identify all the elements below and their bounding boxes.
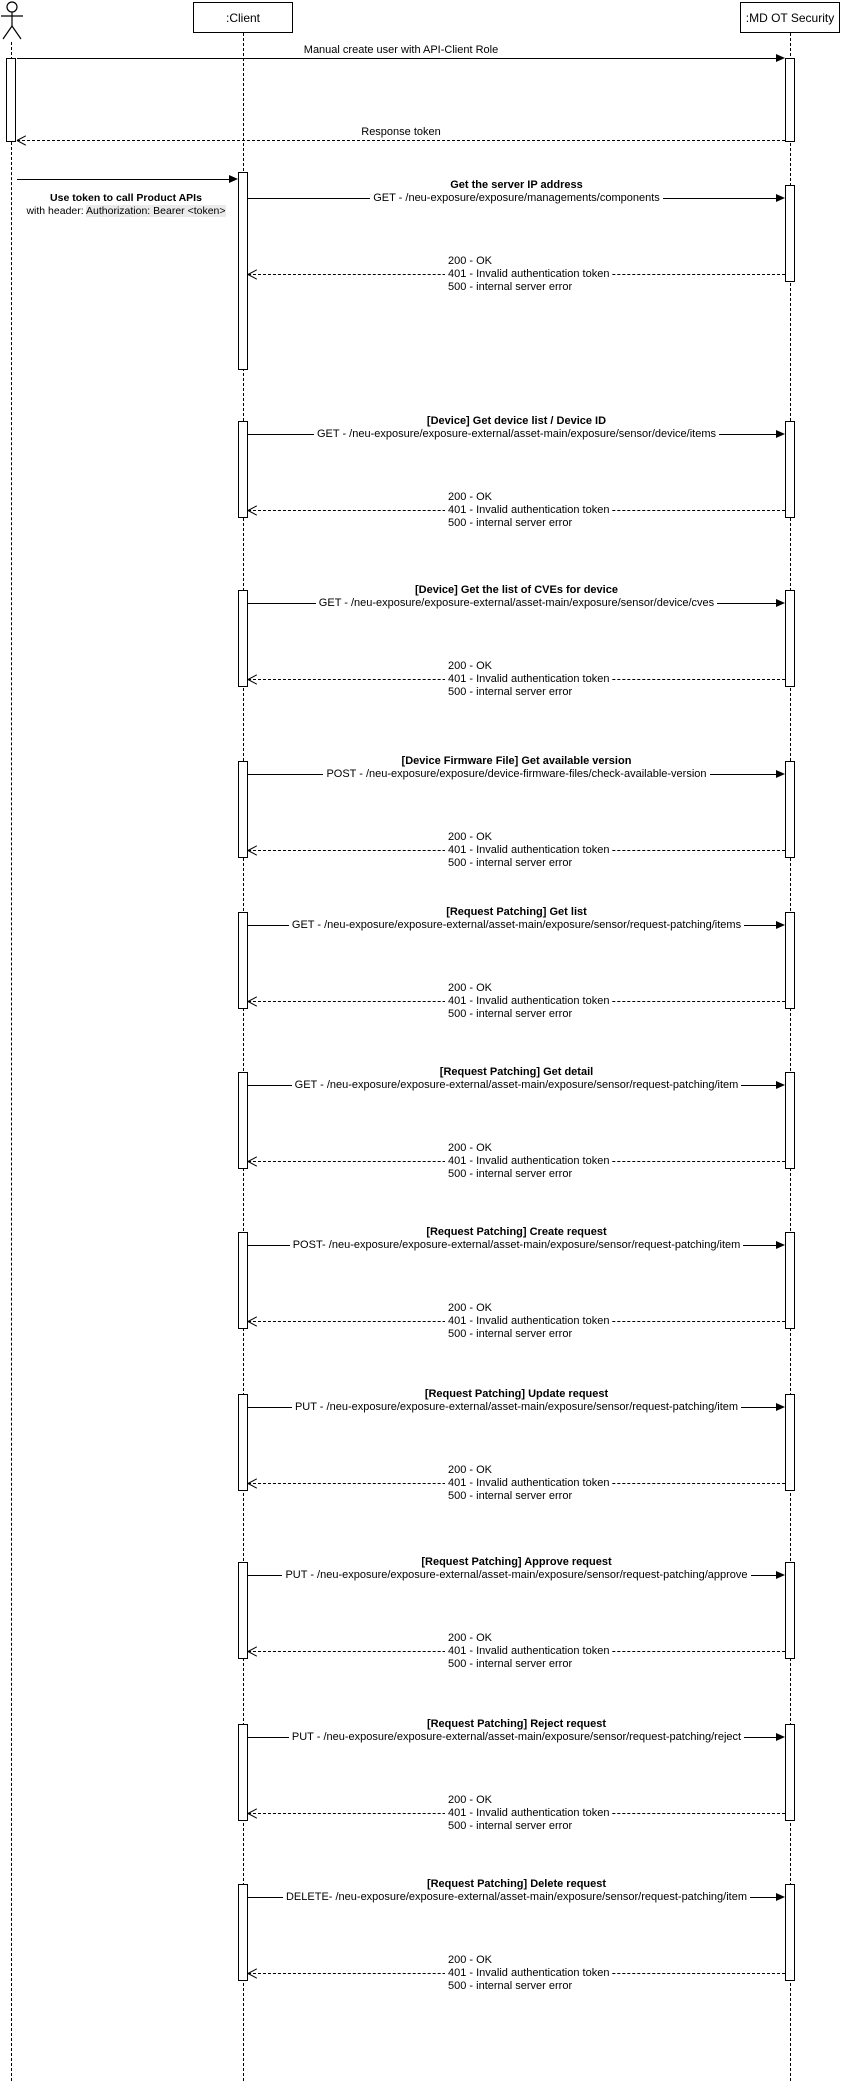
request-path [250, 768, 783, 781]
request-path-text: POST- /neu-exposure/exposure-external/asset-main/exposure/sensor/request-patching/item [290, 1239, 744, 1251]
request-path [250, 1731, 783, 1744]
response-code-line-text: 500 - internal server error [445, 1168, 575, 1180]
response-code-line [445, 1632, 705, 1645]
activation-bar-security [785, 590, 795, 687]
activation-bar-security [785, 185, 795, 282]
request-title-text: [Request Patching] Create request [423, 1226, 609, 1238]
response-code-line-text: 500 - internal server error [445, 1490, 575, 1502]
response-code-line-text: 200 - OK [445, 255, 495, 267]
request-title-text: [Request Patching] Delete request [424, 1878, 609, 1890]
request-title [250, 415, 783, 428]
message-arrowhead-icon [229, 175, 238, 183]
response-code-line [445, 1477, 705, 1490]
request-title-text: [Request Patching] Get list [443, 906, 590, 918]
request-path [250, 192, 783, 205]
response-code-line [445, 831, 705, 844]
response-code-line [445, 844, 705, 857]
lifeline-label-security: :MD OT Security [745, 10, 835, 25]
response-code-line-text: 200 - OK [445, 491, 495, 503]
request-title [250, 179, 783, 192]
response-code-line [445, 1794, 705, 1807]
response-code-line-text: 200 - OK [445, 1954, 495, 1966]
return-arrowhead-icon [248, 674, 258, 684]
return-arrowhead-icon [248, 1478, 258, 1488]
request-path-text: DELETE- /neu-exposure/exposure-external/asset-main/exposure/sensor/request-patching/item [283, 1891, 750, 1903]
return-arrowhead-icon [248, 845, 258, 855]
response-code-line [445, 1954, 705, 1967]
response-code-line [445, 491, 705, 504]
response-code-line-text: 500 - internal server error [445, 1980, 575, 1992]
response-code-line-text: 200 - OK [445, 1632, 495, 1644]
response-code-line [445, 1302, 705, 1315]
activation-bar-actor [6, 58, 16, 142]
response-code-line-text: 401 - Invalid authentication token [445, 1477, 612, 1489]
response-code-line-text: 401 - Invalid authentication token [445, 844, 612, 856]
return-arrowhead-icon [248, 1968, 258, 1978]
response-code-line-text: 500 - internal server error [445, 281, 575, 293]
use-token-note-prefix: with header: [26, 205, 87, 217]
response-code-line [445, 857, 705, 870]
activation-bar-client [238, 1394, 248, 1491]
use-token-note-code: Authorization: Bearer <token> [86, 205, 226, 217]
activation-bar-security [785, 1232, 795, 1329]
activation-bar-client [238, 1884, 248, 1981]
response-code-line-text: 401 - Invalid authentication token [445, 1315, 612, 1327]
use-token-note-title: Use token to call Product APIs [50, 192, 202, 204]
message-create-user-text: Manual create user with API-Client Role [303, 44, 499, 56]
response-code-line-text: 401 - Invalid authentication token [445, 1155, 612, 1167]
response-code-line-text: 500 - internal server error [445, 1658, 575, 1670]
request-path-text: GET - /neu-exposure/exposure-external/asset-main/exposure/sensor/device/cves [316, 597, 717, 609]
response-code-line [445, 517, 705, 530]
response-code-line [445, 268, 705, 281]
return-arrowhead-icon [248, 996, 258, 1006]
response-code-line [445, 1645, 705, 1658]
response-code-line-text: 401 - Invalid authentication token [445, 673, 612, 685]
response-code-line-text: 401 - Invalid authentication token [445, 1645, 612, 1657]
request-title-text: [Request Patching] Update request [422, 1388, 611, 1400]
response-code-line [445, 281, 705, 294]
request-title-text: [Request Patching] Get detail [437, 1066, 596, 1078]
activation-bar-client [238, 761, 248, 858]
response-code-line-text: 500 - internal server error [445, 1328, 575, 1340]
lifeline-actor [11, 42, 12, 2081]
request-title [250, 1556, 783, 1569]
response-code-line [445, 1464, 705, 1477]
activation-bar-client [238, 421, 248, 518]
request-title [250, 1226, 783, 1239]
response-code-line-text: 500 - internal server error [445, 1008, 575, 1020]
activation-bar-security [785, 1562, 795, 1659]
response-code-line [445, 1168, 705, 1181]
response-code-line [445, 255, 705, 268]
message-create-user-label [20, 44, 782, 57]
response-code-line [445, 1807, 705, 1820]
request-path-text: GET - /neu-exposure/exposure/managements/components [370, 192, 663, 204]
return-arrowhead-icon [248, 1316, 258, 1326]
activation-bar-client [238, 590, 248, 687]
lifeline-head-client [193, 2, 293, 33]
request-path [250, 1401, 783, 1414]
activation-bar-client [238, 1232, 248, 1329]
response-code-line [445, 1490, 705, 1503]
request-title-text: [Request Patching] Reject request [424, 1718, 609, 1730]
activation-bar-client [238, 912, 248, 1009]
response-code-line [445, 660, 705, 673]
request-path-text: GET - /neu-exposure/exposure-external/asset-main/exposure/sensor/request-patching/item [292, 1079, 742, 1091]
activation-bar-security [785, 1072, 795, 1169]
request-title-text: [Device] Get the list of CVEs for device [412, 584, 621, 596]
request-path-text: PUT - /neu-exposure/exposure-external/asset-main/exposure/sensor/request-patching/item [292, 1401, 741, 1413]
activation-bar-security [785, 421, 795, 518]
message-use-token-line [17, 179, 229, 180]
request-path [250, 428, 783, 441]
request-path [250, 1569, 783, 1582]
response-code-line [445, 673, 705, 686]
activation-bar-security [785, 1724, 795, 1821]
response-code-line [445, 1328, 705, 1341]
response-code-line-text: 200 - OK [445, 660, 495, 672]
response-code-line [445, 1820, 705, 1833]
response-code-line-text: 500 - internal server error [445, 686, 575, 698]
response-code-line [445, 995, 705, 1008]
request-title-text: Get the server IP address [447, 179, 585, 191]
request-path [250, 1079, 783, 1092]
response-code-line [445, 686, 705, 699]
response-code-line [445, 1008, 705, 1021]
return-arrowhead-icon [248, 1156, 258, 1166]
response-code-line [445, 1967, 705, 1980]
response-code-line-text: 500 - internal server error [445, 517, 575, 529]
response-code-line-text: 401 - Invalid authentication token [445, 1807, 612, 1819]
request-title [250, 1066, 783, 1079]
request-title-text: [Request Patching] Approve request [418, 1556, 614, 1568]
response-code-line [445, 1142, 705, 1155]
request-path-text: POST - /neu-exposure/exposure/device-firmware-files/check-available-version [323, 768, 709, 780]
request-path-text: GET - /neu-exposure/exposure-external/asset-main/exposure/sensor/device/items [314, 428, 719, 440]
request-path [250, 919, 783, 932]
response-code-line-text: 401 - Invalid authentication token [445, 1967, 612, 1979]
response-code-line-text: 401 - Invalid authentication token [445, 995, 612, 1007]
request-path [250, 1239, 783, 1252]
response-code-line [445, 1980, 705, 1993]
response-code-line-text: 200 - OK [445, 1794, 495, 1806]
message-response-token-label [20, 126, 782, 139]
use-token-note [18, 192, 234, 218]
activation-bar-security [785, 912, 795, 1009]
actor-icon [0, 1, 24, 48]
request-path [250, 597, 783, 610]
request-title [250, 1878, 783, 1891]
activation-bar-client [238, 172, 248, 370]
activation-bar-client [238, 1072, 248, 1169]
response-code-line-text: 200 - OK [445, 831, 495, 843]
response-code-line-text: 200 - OK [445, 1464, 495, 1476]
response-code-line [445, 1155, 705, 1168]
response-code-line-text: 500 - internal server error [445, 857, 575, 869]
response-code-line-text: 200 - OK [445, 1142, 495, 1154]
request-path-text: PUT - /neu-exposure/exposure-external/asset-main/exposure/sensor/request-patching/reject [289, 1731, 744, 1743]
lifeline-head-security [740, 2, 840, 33]
return-arrowhead-icon [248, 1646, 258, 1656]
activation-bar-client [238, 1724, 248, 1821]
request-title-text: [Device Firmware File] Get available version [399, 755, 635, 767]
activation-bar-security [785, 761, 795, 858]
request-title-text: [Device] Get device list / Device ID [424, 415, 609, 427]
activation-bar-security [785, 58, 795, 142]
response-code-line-text: 401 - Invalid authentication token [445, 504, 612, 516]
return-arrowhead-icon [248, 505, 258, 515]
request-title [250, 1718, 783, 1731]
request-path-text: GET - /neu-exposure/exposure-external/asset-main/exposure/sensor/request-patching/items [289, 919, 744, 931]
request-title [250, 1388, 783, 1401]
return-arrowhead-icon [248, 269, 258, 279]
request-title [250, 755, 783, 768]
return-line [17, 140, 790, 141]
response-code-line-text: 401 - Invalid authentication token [445, 268, 612, 280]
response-code-line-text: 200 - OK [445, 982, 495, 994]
return-arrowhead-icon [248, 1808, 258, 1818]
request-title [250, 584, 783, 597]
activation-bar-client [238, 1562, 248, 1659]
request-path-text: PUT - /neu-exposure/exposure-external/asset-main/exposure/sensor/request-patching/approve [282, 1569, 750, 1581]
response-code-line-text: 200 - OK [445, 1302, 495, 1314]
response-code-line-text: 500 - internal server error [445, 1820, 575, 1832]
activation-bar-security [785, 1394, 795, 1491]
lifeline-label-client: :Client [225, 10, 260, 25]
response-code-line [445, 1658, 705, 1671]
request-path [250, 1891, 783, 1904]
message-response-token-text: Response token [361, 126, 441, 138]
response-code-line [445, 982, 705, 995]
response-code-line [445, 1315, 705, 1328]
response-code-line [445, 504, 705, 517]
request-title [250, 906, 783, 919]
message-create-user-line [17, 58, 776, 59]
activation-bar-security [785, 1884, 795, 1981]
